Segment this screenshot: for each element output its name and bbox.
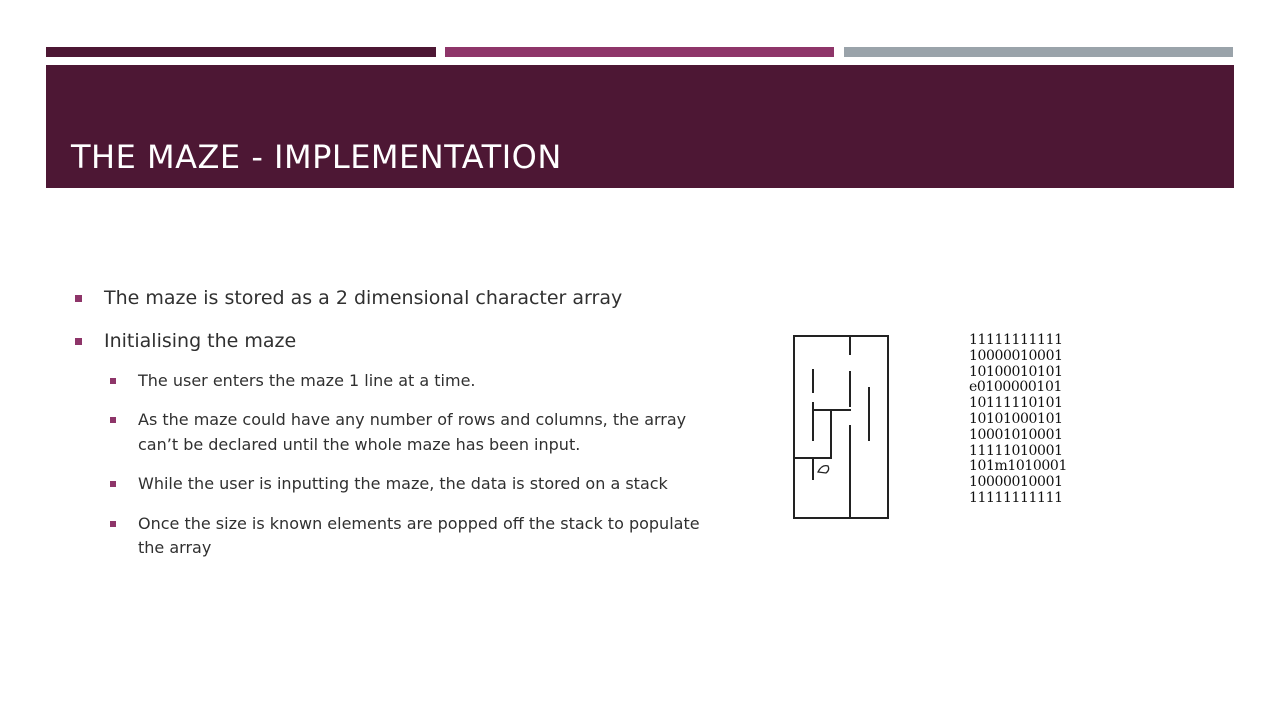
maze-grid-row: 10100010101	[969, 363, 1063, 380]
maze-grid-row: 10111110101	[969, 395, 1063, 412]
maze-outer-wall	[794, 336, 888, 518]
bullet-text: can’t be declared until the whole maze has been input.	[138, 435, 581, 454]
bullet-item	[104, 330, 296, 352]
maze-grid-row: 11111111111	[969, 489, 1063, 506]
square-bullet-icon	[110, 417, 116, 423]
maze-grid-row: e0100000101	[969, 379, 1062, 396]
square-bullet-icon	[110, 481, 116, 487]
accent-bar-gray	[844, 47, 1233, 57]
maze-grid-text	[969, 333, 1067, 507]
bullet-text: The maze is stored as a 2 dimensional character array	[104, 287, 623, 309]
maze-grid-row: 101m1010001	[969, 458, 1067, 475]
slide-title: THE MAZE - IMPLEMENTATION	[71, 138, 562, 176]
sub-bullet-item	[138, 514, 700, 533]
maze-grid-row: 11111010001	[969, 442, 1063, 459]
sub-bullet-item	[138, 371, 476, 390]
maze-diagram	[792, 334, 892, 524]
bullet-text: While the user is inputting the maze, the data is stored on a stack	[138, 474, 668, 493]
maze-grid-row: 10000010001	[969, 347, 1063, 364]
title-band	[46, 65, 1234, 188]
maze-grid-row: 10001010001	[969, 426, 1063, 443]
bullet-item	[104, 287, 622, 309]
bullet-text: Initialising the maze	[104, 330, 297, 352]
mouse-icon	[818, 466, 829, 473]
bullet-text: Once the size is known elements are popped off the stack to populate	[138, 514, 700, 533]
maze-grid-row: 10000010001	[969, 474, 1063, 491]
sub-bullet-item	[138, 410, 686, 429]
square-bullet-icon	[75, 338, 82, 345]
bullet-text: the array	[138, 538, 212, 557]
bullet-text: As the maze could have any number of rows and columns, the array	[138, 410, 687, 429]
sub-bullet-continuation	[138, 435, 580, 454]
bullet-text: The user enters the maze 1 line at a time.	[138, 371, 476, 390]
square-bullet-icon	[110, 378, 116, 384]
maze-grid-row: 10101000101	[969, 410, 1063, 427]
sub-bullet-item	[138, 474, 668, 493]
square-bullet-icon	[75, 295, 82, 302]
accent-bar-magenta	[445, 47, 834, 57]
accent-bar-dark	[46, 47, 436, 57]
maze-grid-row: 11111111111	[969, 332, 1063, 348]
sub-bullet-continuation	[138, 538, 211, 557]
square-bullet-icon	[110, 521, 116, 527]
